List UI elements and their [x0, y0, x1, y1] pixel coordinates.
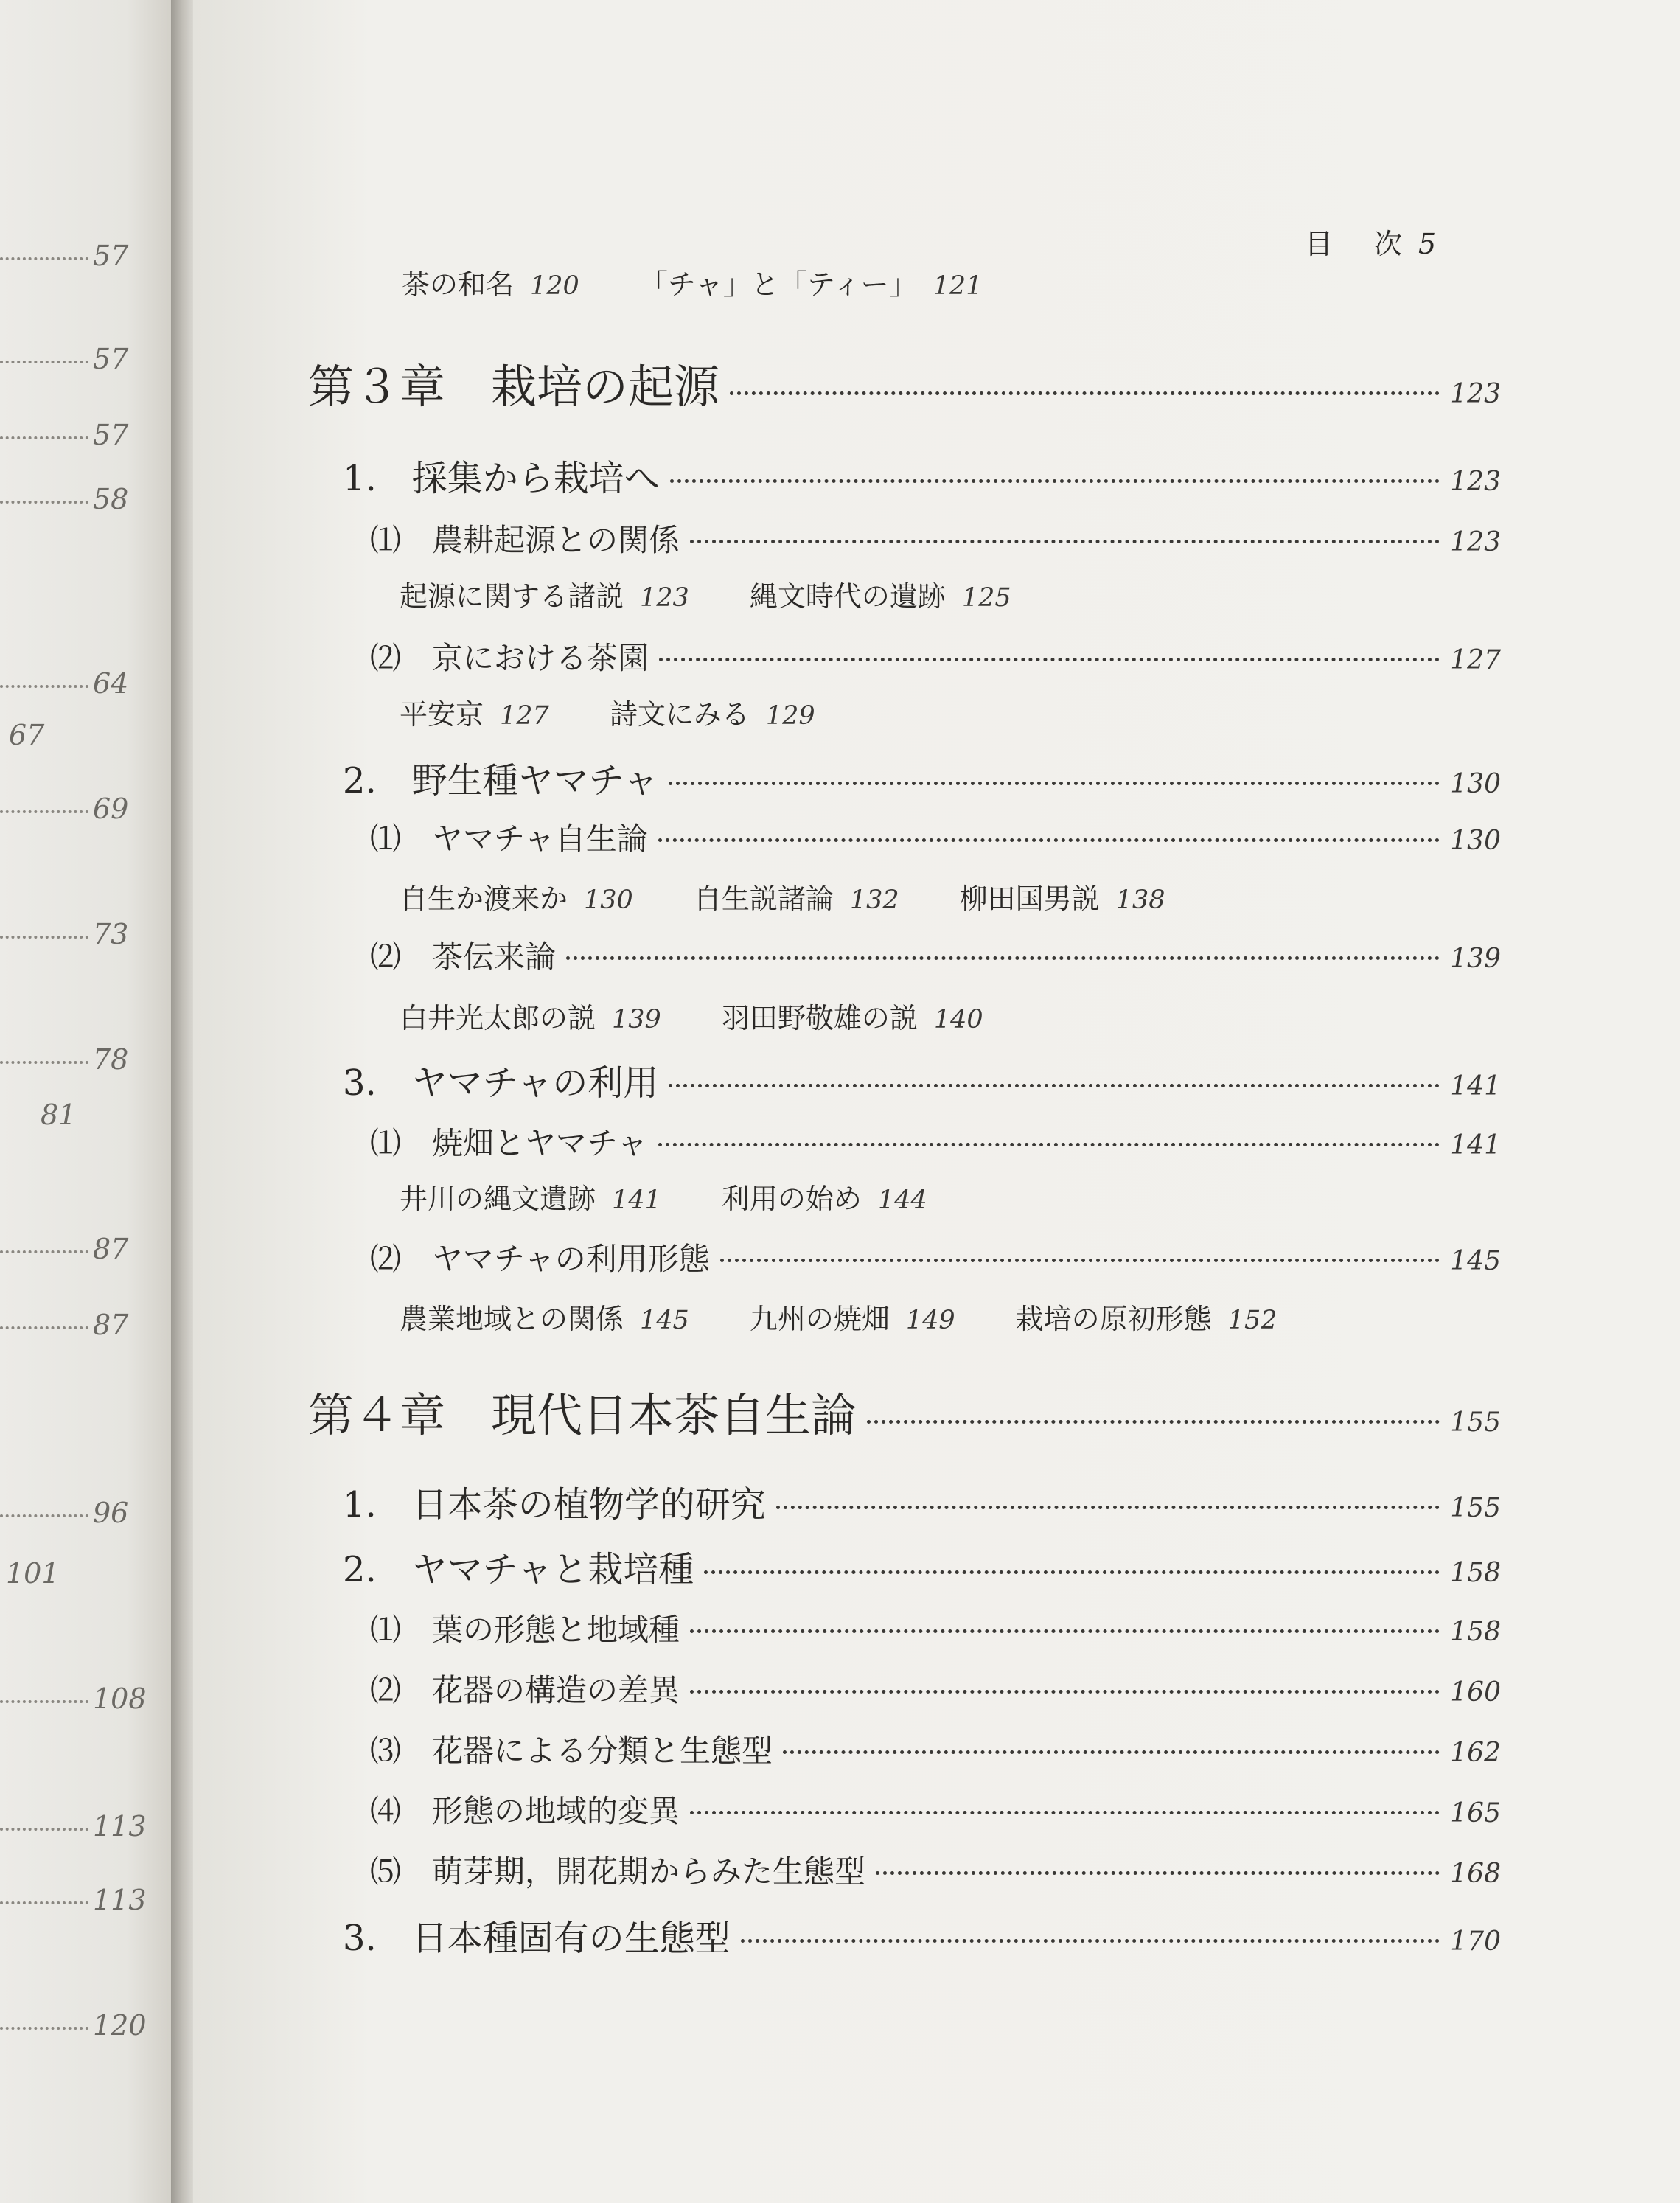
toc-subitem-text: 起源に関する諸説: [400, 580, 624, 613]
page-number: 130: [1450, 769, 1501, 799]
section-title: 2. ヤマチャと栽培種: [343, 1549, 694, 1590]
subsection-title: ⑴ 葉の形態と地域種: [370, 1612, 680, 1648]
toc-subitem-page: 127: [500, 701, 549, 731]
toc-subsection-entry: [370, 815, 1501, 859]
toc-subitem-page: 139: [612, 1005, 661, 1034]
toc-subitem-text: 縄文時代の遺跡: [749, 580, 946, 613]
toc-subitems: [400, 574, 1011, 614]
page-number: 123: [1450, 527, 1501, 557]
left-page-entry: 58: [0, 483, 128, 515]
dot-leader: [690, 1629, 1440, 1633]
toc-subsection-entry: [370, 933, 1501, 977]
subsection-title: ⑵ 茶伝来論: [370, 939, 557, 975]
section-title: 3. ヤマチャの利用: [343, 1062, 659, 1104]
dot-leader: [730, 391, 1440, 395]
page-number: 123: [1450, 379, 1501, 409]
page-number: 165: [1450, 1798, 1501, 1828]
chapter-title: 第４章 現代日本茶自生論: [308, 1388, 857, 1442]
dot-leader: [720, 1259, 1440, 1262]
toc-subitem-page: 141: [612, 1186, 661, 1215]
dot-leader: [658, 838, 1440, 842]
page-number: 130: [1450, 826, 1501, 856]
toc-subitem-page: 144: [877, 1186, 927, 1215]
left-page-entry: 87: [0, 1309, 128, 1341]
dot-leader: [690, 540, 1440, 543]
left-page-entry: 96: [0, 1497, 128, 1529]
subsection-title: ⑴ 農耕起源との関係: [370, 522, 680, 558]
toc-subitem-page: 132: [849, 885, 899, 915]
toc-subsection-entry: [370, 634, 1501, 678]
toc-subitem-page: 121: [933, 271, 983, 301]
left-page-entry: 87: [0, 1233, 128, 1265]
toc-subitem-page: 123: [640, 583, 689, 613]
toc-subitem-text: 自生か渡来か: [400, 883, 568, 915]
section-title: 1. 採集から栽培へ: [343, 458, 660, 499]
toc-subsection-entry: [370, 1848, 1501, 1892]
toc-subitem-text: 「チャ」と「ティー」: [639, 268, 917, 301]
toc-chapter-entry: [308, 1379, 1501, 1444]
toc-subitem-text: 柳田国男説: [959, 883, 1100, 915]
subsection-title: ⑶ 花器による分類と生態型: [370, 1733, 773, 1769]
page-number: 158: [1450, 1558, 1501, 1588]
page-number: 145: [1450, 1246, 1501, 1276]
left-page-entry: 101: [6, 1557, 60, 1590]
toc-section-entry: [343, 752, 1501, 803]
dot-leader: [690, 1690, 1440, 1694]
subsection-title: ⑴ ヤマチャ自生論: [370, 821, 648, 857]
left-page-entry: 113: [0, 1884, 147, 1916]
left-page-entry: 120: [0, 2009, 147, 2042]
subsection-title: ⑵ ヤマチャの利用形態: [370, 1241, 710, 1277]
dot-leader: [867, 1420, 1440, 1424]
toc-subitem-page: 152: [1227, 1306, 1278, 1335]
section-title: 2. 野生種ヤマチャ: [343, 760, 659, 801]
toc-section-entry: [343, 1541, 1501, 1592]
toc-subitems: [400, 692, 815, 732]
toc-subitem-text: 詩文にみる: [609, 698, 750, 731]
chapter-title: 第３章 栽培の起源: [308, 360, 720, 414]
left-page-entry: 57: [0, 419, 128, 451]
toc-section-entry: [343, 1910, 1501, 1960]
toc-subitems: [400, 995, 983, 1036]
toc-chapter-entry: [308, 350, 1501, 416]
toc-subsection-entry: [370, 1235, 1501, 1279]
toc-subsection-entry: [370, 1606, 1501, 1650]
left-page-entry: 81: [41, 1099, 77, 1131]
toc-subitem-text: 自生説諸論: [693, 883, 834, 915]
page-number: 160: [1450, 1677, 1501, 1708]
left-page-entry: 108: [0, 1682, 147, 1715]
toc-subitems: [400, 876, 1165, 916]
toc-subitems: [400, 1296, 1277, 1337]
subsection-title: ⑴ 焼畑とヤマチャ: [370, 1125, 648, 1161]
left-page-entry: 113: [0, 1810, 147, 1842]
dot-leader: [566, 956, 1440, 960]
toc-subsection-entry: [370, 516, 1501, 560]
left-page-entry: 69: [0, 793, 128, 825]
previous-page: [0, 0, 181, 2203]
dot-leader: [704, 1570, 1440, 1574]
left-page-entry: 73: [0, 918, 128, 950]
toc-subitem-text: 農業地域との関係: [400, 1303, 624, 1335]
toc-subitem-page: 140: [933, 1005, 983, 1034]
toc-subitem-page: 149: [905, 1306, 955, 1335]
page-number: 155: [1450, 1407, 1501, 1438]
toc-subsection-entry: [370, 1119, 1501, 1163]
left-page-entry: 67: [9, 719, 45, 751]
page-number: 141: [1450, 1071, 1501, 1102]
page-number: 158: [1450, 1617, 1501, 1647]
subsection-title: ⑵ 花器の構造の差異: [370, 1672, 680, 1708]
page-number: 139: [1450, 944, 1501, 974]
dot-leader: [658, 1143, 1440, 1146]
toc-subitem-page: 145: [640, 1306, 689, 1335]
dot-leader: [876, 1871, 1440, 1875]
toc-subitem-text: 白井光太郎の説: [400, 1002, 596, 1034]
dot-leader: [776, 1506, 1440, 1509]
left-page-entry: 57: [0, 240, 128, 272]
toc-subitem-text: 井川の縄文遺跡: [400, 1183, 596, 1215]
left-page-entry: 78: [0, 1043, 128, 1076]
toc-subitem-text: 九州の焼畑: [749, 1303, 890, 1335]
page-number: 141: [1450, 1130, 1501, 1160]
header-title-first: 目: [1305, 228, 1334, 260]
toc-subitem-text: 羽田野敬雄の説: [721, 1002, 918, 1034]
left-page-entry: 64: [0, 667, 128, 700]
toc-subitem-page: 120: [530, 271, 579, 301]
page-number: 127: [1450, 645, 1501, 675]
dot-leader: [659, 658, 1440, 661]
subsection-title: ⑸ 萌芽期，開花期からみた生態型: [370, 1854, 866, 1890]
dot-leader: [669, 782, 1440, 785]
toc-subitem-text: 利用の始め: [721, 1183, 862, 1215]
toc-subsection-entry: [370, 1787, 1501, 1831]
toc-subitem-page: 129: [765, 701, 815, 731]
toc-section-entry: [343, 450, 1501, 501]
toc-subitem-text: 栽培の原初形態: [1015, 1303, 1212, 1335]
toc-subsection-entry: [370, 1666, 1501, 1710]
page-number: 155: [1450, 1493, 1501, 1523]
dot-leader: [783, 1750, 1440, 1754]
subsection-title: ⑷ 形態の地域的変異: [370, 1793, 680, 1829]
toc-subitem-page: 138: [1115, 885, 1165, 915]
left-page-entry: 57: [0, 343, 128, 375]
header-title-second: 次: [1374, 228, 1403, 260]
header-page-number: 5: [1418, 228, 1437, 260]
page-number: 168: [1450, 1859, 1501, 1889]
subsection-title: ⑵ 京における茶園: [370, 640, 649, 676]
toc-subitem-text: 平安京: [400, 698, 484, 731]
toc-subitem-page: 130: [584, 885, 633, 915]
toc-section-entry: [343, 1054, 1501, 1105]
dot-leader: [669, 1084, 1440, 1087]
toc-subitems: [400, 1176, 927, 1217]
dot-leader: [690, 1811, 1440, 1814]
page-number: 170: [1450, 1927, 1501, 1957]
toc-section-entry: [343, 1476, 1501, 1527]
toc-subitem-text: 茶の和名: [402, 268, 515, 301]
toc-subsection-entry: [370, 1727, 1501, 1771]
section-title: 3. 日本種固有の生態型: [343, 1918, 731, 1959]
page-number: 123: [1450, 467, 1501, 497]
section-title: 1. 日本茶の植物学的研究: [343, 1484, 766, 1525]
dot-leader: [670, 479, 1440, 483]
running-header: [1305, 221, 1436, 262]
dot-leader: [741, 1939, 1440, 1943]
page-number: 162: [1450, 1738, 1501, 1768]
toc-subitems: [402, 262, 982, 302]
toc-subitem-page: 125: [961, 583, 1011, 613]
